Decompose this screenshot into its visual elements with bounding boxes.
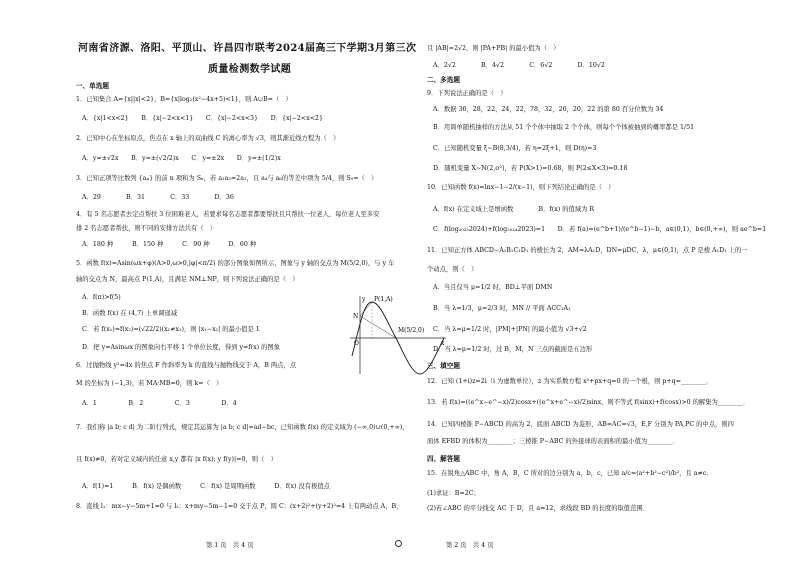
question-7-options: A．f(1)=1 B．f(x) 是偶函数 C．f(x) 是周期函数 D．f(x) 没有极值点	[82, 483, 330, 490]
question-6-line-2: M 的坐标为 (−1,3)，若 MA·MB=0，则 k=（ ）	[76, 380, 223, 387]
question-10-options-ab: A．f(x) 在定义域上是增函数 B．f(x) 的值域为 R	[433, 206, 595, 213]
label-x: x	[441, 340, 445, 347]
question-5-option-a: A．f(π)>f(5)	[82, 294, 121, 301]
question-9-option-a: A．数据 36，28，22，24，22，78，32，26，20，22 的第 80 百分位数为 34	[433, 106, 664, 113]
question-5-option-c: C．若 f(x₁)=f(x₂)=(√22/2)(x₁≠x₂)，则 |x₁−x₂| 的最小值是 1	[82, 326, 260, 333]
question-7-line-1: 7．我们称 |a b; c d| 为二阶行列式，规定其运算为 |a b; c d|=ad−bc，已知函数 f(x) 的定义域为 (−∞,0)∪(0,+∞)，	[76, 424, 409, 431]
label-y: y	[362, 296, 366, 303]
question-1: 1．已知集合 A={x||x|<2}，B={x|log₂(x²−4x+5)<1}，则 A∪B=（ ）	[76, 96, 292, 103]
question-7-line-2: 且 f(x)≠0，若对定义域内的任意 x,y 都有 |x f(x); y f(y)|=0，则（ ）	[76, 456, 277, 463]
page-footer-right: 第 2 页 共 4 页	[446, 542, 494, 549]
page-footer-left: 第 1 页 共 4 页	[206, 542, 254, 549]
question-6-options: A．1 B．2 C．3 D．4	[82, 400, 237, 407]
question-9-option-d: D．随机变量 X~N(2,σ²)，若 P(X>1)=0.68，则 P(2≤X<3)=0.18	[433, 165, 628, 172]
question-11-option-b: B．当 λ=1/3，μ=2/3 时，MN // 平面 ACC₁A₁	[433, 305, 571, 312]
question-11-line-1: 11．已知正方体 ABCD−A₁B₁C₁D₁ 的棱长为 2，AM=λA₁D，DN=μDC，λ，μ∈(0,1)，点 P 是棱 A₁D₁ 上的一	[427, 247, 748, 254]
question-5-option-b: B．函数 f(x) 在 (4,7) 上单调递减	[82, 310, 178, 317]
question-4-line-2: 排 2 名志愿者帮扶，则不同的安排方法共有（ ）	[76, 225, 217, 232]
question-4-line-1: 4．有 5 名志愿者去定点帮扶 3 位困难老人，若要求每名志愿者都要帮扶且只帮扶一位老人，每位老人至多安	[76, 211, 380, 218]
question-5-option-d: D．把 y=Asinωx 的图象向右平移 1 个单位长度，得到 y=f(x) 的图象	[82, 344, 280, 351]
question-14-line-1: 14．已知四棱锥 P−ABCD 的高为 2，底面 ABCD 为菱形，AB=AC=√3，E,F 分别为 PA,PC 的中点，则四	[427, 421, 734, 428]
question-15: 15．在锐角△ABC 中，角 A，B，C 所对的边分别为 a，b，c，已知 a/c=(a²+b²−c²)/b²，且 a≠c．	[427, 470, 713, 477]
question-1-options: A．{x|1<x<2} B．{x|−2<x<1} C．{x|−2<x<3} D．{x|−2<x<2}	[82, 115, 324, 122]
question-12: 12．已知 (1+i)z=2i（i 为虚数单位），z 为实系数方程 x²+px+q=0 的一个根，则 p+q=________．	[427, 378, 713, 385]
question-8-continued: 且 |AB|=2√2，则 |PA+PB| 的最小值为（ ）	[427, 45, 560, 52]
question-13: 13．若 f(x)=((e^x−e^−x)/2)cosx+((e^x+e^−x)/2)sinx，则不等式 f(sinx)+f(cosx)>0 的解集为________．	[427, 399, 750, 406]
question-2-options: A．y=±√2x B．y=±(√2/2)x C．y=±2x D．y=±(1/2)x	[82, 155, 281, 162]
question-11-option-c: C．当 λ=μ=1/2 时，|PM|+|PN| 的最小值为 √3+√2	[433, 326, 587, 333]
question-15-part-2: (2)若∠ABC 的平分线交 AC 于 D，且 a=12，求线段 BD 的长度的取值范围．	[427, 505, 649, 512]
section-multiple-choice: 二、多选题	[427, 76, 460, 84]
question-4-options: A．180 种 B．150 种 C．90 种 D．60 种	[82, 241, 257, 248]
question-5-line-1: 5．函数 f(x)=Asin(ωx+φ)(A>0,ω>0,|φ|<π/2) 的部分图象如图所示，图象与 y 轴的交点为 M(5/2,0)，与 y 车	[76, 260, 395, 267]
label-n: N	[353, 313, 359, 320]
question-9-option-c: C．已知随机变量 ξ~B(8,3/4)，若 η=2ξ+1，则 D(η)=3	[433, 145, 597, 152]
section-fill-in: 三、填空题	[427, 362, 460, 370]
segment-np	[360, 302, 372, 316]
question-9: 9．下列说法正确的是（ ）	[427, 90, 507, 97]
question-15-part-1: (1)求证：B=2C；	[427, 490, 480, 497]
question-5-line-2: 轴的交点为 N，最高点 P(1,A)，且满足 NM⊥NP，则下列说法正确的是（ ）	[76, 276, 299, 283]
label-m: M(5/2,0)	[398, 327, 425, 334]
page-divider-dot	[395, 540, 402, 547]
question-14-line-2: 面体 EFBD 的体积为________；三棱锥 P−ABC 的外接球的表面积的最小值为________．	[427, 438, 679, 445]
question-10-options-cd: C．f(log₂₀₂₃2024)+f(log₂₀₂₄2023)=1 D．若 f(a)=(e^b+1)/(e^b−1)−b，a∈(0,1)，b∈(0,+∞)，则 ae^b=1	[433, 226, 767, 233]
section-single-choice: 一、单选题	[76, 82, 109, 90]
label-p: P(1,A)	[374, 296, 393, 303]
question-11-option-d: D．当 λ=μ=1/2 时，过 B，M，N 三点的截面是五边形	[433, 346, 593, 353]
question-11-option-a: A．当且仅当 μ=1/2 时，BD⊥平面 DMN	[433, 284, 553, 291]
section-solutions: 四、解答题	[427, 455, 460, 463]
question-2: 2．已知中心在坐标原点，焦点在 x 轴上的双曲线 C 的离心率为 √3，则其渐近线方程为（ ）	[76, 135, 340, 142]
question-3-options: A．29 B．31 C．33 D．36	[82, 194, 234, 201]
question-9-option-b: B．用简单随机抽样的方法从 51 个个体中抽取 2 个个体，则每个个体被抽到的概率都是 1/51	[433, 124, 695, 131]
question-6-line-1: 6．过抛物线 y²=4x 的焦点 F 作斜率为 k 的直线与抛物线交于 A，B 两点，点	[76, 362, 297, 369]
question-10: 10．已知函数 f(x)=lnx−1−2/(x−1)，则下列结论正确的是（ ）	[427, 184, 615, 191]
label-o: O	[354, 340, 359, 347]
title-line-2: 质量检测数学试题	[208, 64, 292, 75]
title-line-1: 河南省济源、洛阳、平顶山、许昌四市联考2024届高三下学期3月第三次	[78, 43, 417, 54]
question-11-line-2: 个动点，则（ ）	[427, 266, 478, 273]
question-8: 8．直线 l₁：mx−y−5m+1=0 与 l₂：x+my−5m−1=0 交于点 P，圆 C：(x+2)²+(y+2)²=4 上有两动点 A，B，	[76, 503, 403, 510]
question-3: 3．已知正项等比数列 {aₙ} 的前 n 项和为 Sₙ，若 a₁a₃=2a₁，且 a₄与 a₆的等差中项为 5/4，则 S₅=（ ）	[76, 175, 378, 182]
question-8-options: A．2√2 B．4√2 C．6√2 D．10√2	[433, 62, 605, 69]
